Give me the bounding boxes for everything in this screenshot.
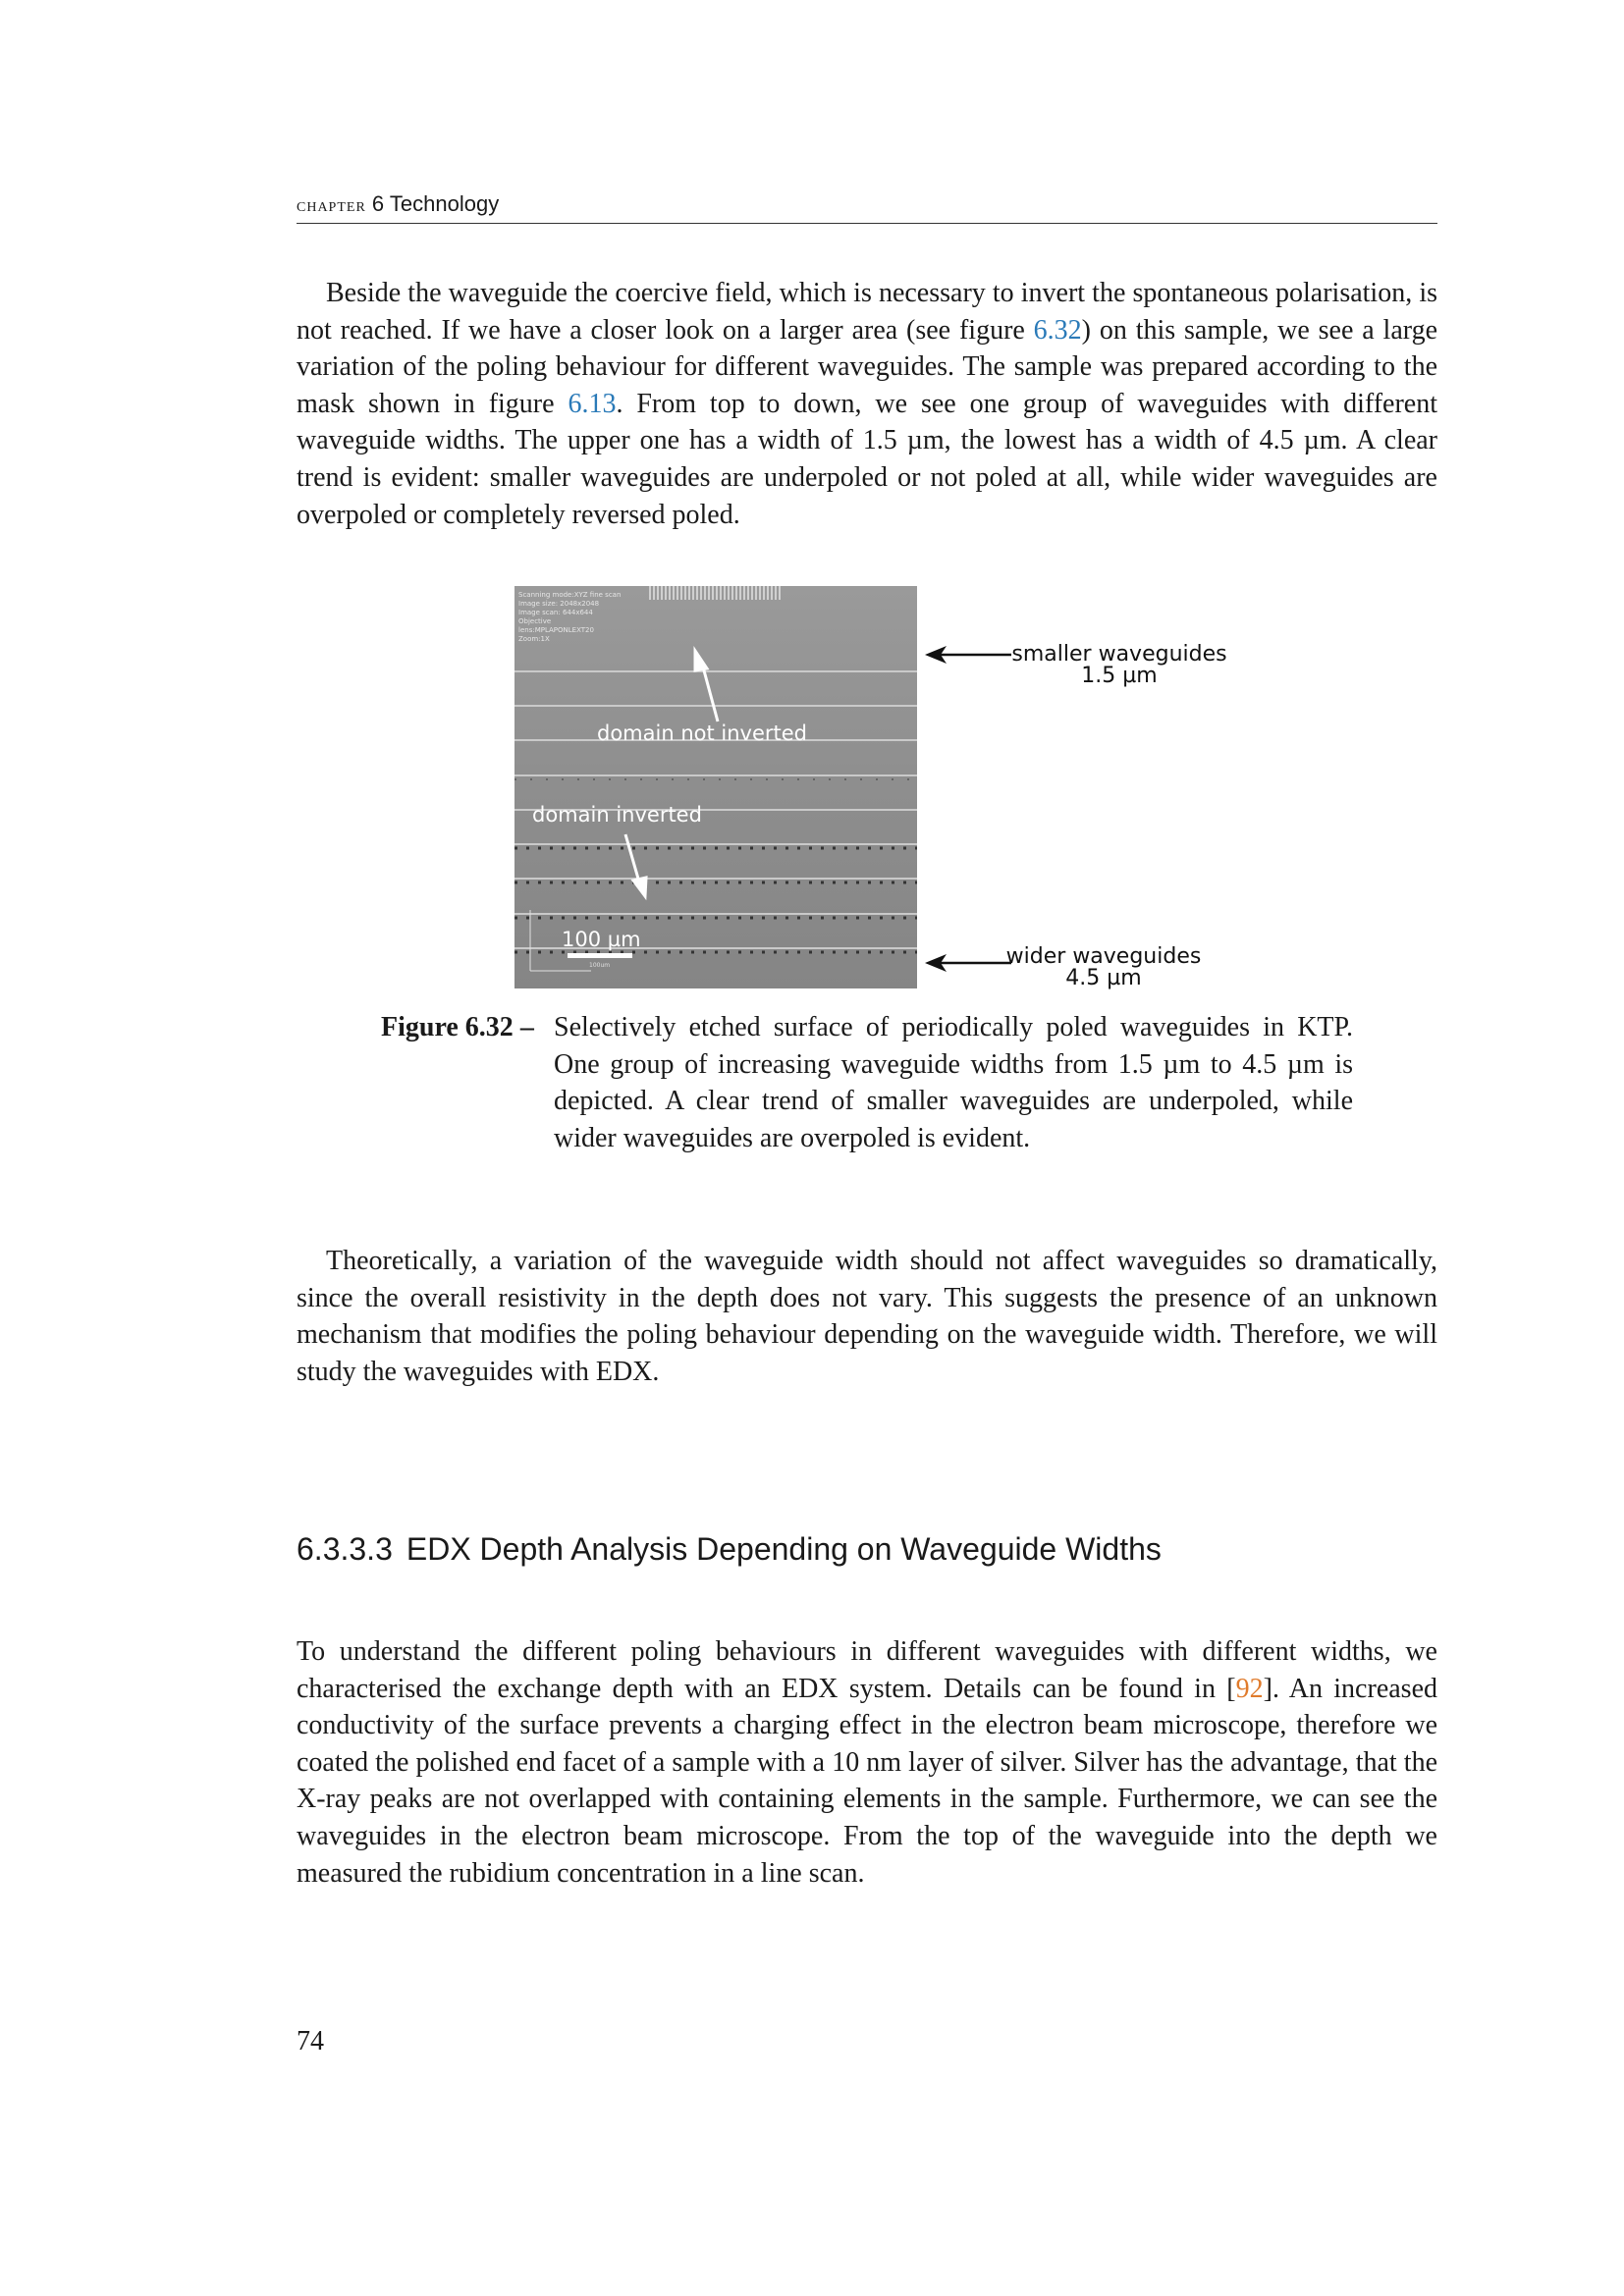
figure-ref-6-13[interactable]: 6.13: [568, 388, 617, 419]
chapter-word: chapter: [297, 194, 366, 216]
arrow-wider-waveguides: [925, 948, 1013, 978]
overlay-line-5: lens:MPLAPONLEXT20: [518, 626, 594, 634]
annotation-smaller-waveguides: smaller waveguides 1.5 µm: [1011, 642, 1227, 688]
overlay-line-3: Image scan: 644x644: [518, 609, 593, 616]
chapter-title: Technology: [389, 191, 500, 216]
microscope-image: [514, 586, 917, 988]
label-domain-not-inverted: domain not inverted: [597, 721, 807, 745]
running-header: [297, 189, 1437, 224]
scale-bar-label: 100 µm: [562, 928, 641, 951]
page-number: 74: [297, 2026, 324, 2056]
paragraph-3: To understand the different poling behaviours in different waveguides with different widths, we characterised the exchange depth with an EDX system. Details can be found in [92]. An increased conductivity of the surface prevents a charging effect in the electron beam microscope, therefore we coated the polished end facet of a sample with a 10 nm layer of silver. Silver has the advantage, that the X-ray peaks are not overlapped with containing elements in the sample. Furthermore, we can see the waveguides in the electron beam microscope. From the top of the waveguide into the depth we measured the rubidium concentration in a line scan.: [297, 1636, 1437, 1889]
paragraph-2: Theoretically, a variation of the waveguide width should not affect waveguides so dramatically, since the overall resistivity in the depth does not vary. This suggests the presence of an unknown mechanism that modifies the poling behaviour depending on the waveguide width. Therefore, we will study the waveguides with EDX.: [297, 1246, 1437, 1387]
scale-small-label: 100um: [589, 962, 611, 969]
caption-label: Figure 6.32: [381, 1012, 514, 1042]
scale-bar: [568, 953, 632, 958]
caption-text: Selectively etched surface of periodically poled waveguides in KTP. One group of increasing waveguide widths from 1.5 µm to 4.5 µm is depicted. A clear trend of smaller waveguides are underpoled, while wider waveguides are overpoled is evident.: [554, 1012, 1353, 1153]
section-number: 6.3.3.3: [297, 1531, 393, 1567]
overlay-line-6: Zoom:1X: [518, 635, 550, 643]
overlay-line-4: Objective: [518, 617, 552, 625]
arrow-smaller-waveguides: [925, 640, 1013, 669]
paragraph-1: Beside the waveguide the coercive field, which is necessary to invert the spontaneous polarisation, is not reached. If we have a closer look on a larger area (see figure 6.32) on this sample, we see a large variation of the poling behaviour for different waveguides. The sample was prepared according to the mask shown in figure 6.13. From top to down, we see one group of waveguides with different waveguide widths. The upper one has a width of 1.5 µm, the lowest has a width of 4.5 µm. A clear trend is evident: smaller waveguides are underpoled or not poled at all, while wider waveguides are overpoled or completely reversed poled.: [297, 278, 1437, 530]
section-heading: [297, 1529, 1162, 1569]
label-domain-inverted: domain inverted: [532, 803, 702, 827]
figure-ref-6-32[interactable]: 6.32: [1033, 314, 1082, 346]
overlay-line-1: Scanning mode:XYZ fine scan: [518, 591, 622, 599]
annotation-wider-waveguides: wider waveguides 4.5 µm: [1005, 944, 1202, 990]
overlay-line-2: Image size: 2048x2048: [518, 600, 600, 608]
citation-92[interactable]: 92: [1235, 1673, 1264, 1704]
chapter-number: 6: [371, 191, 385, 216]
section-title: EDX Depth Analysis Depending on Waveguide Widths: [406, 1531, 1162, 1567]
